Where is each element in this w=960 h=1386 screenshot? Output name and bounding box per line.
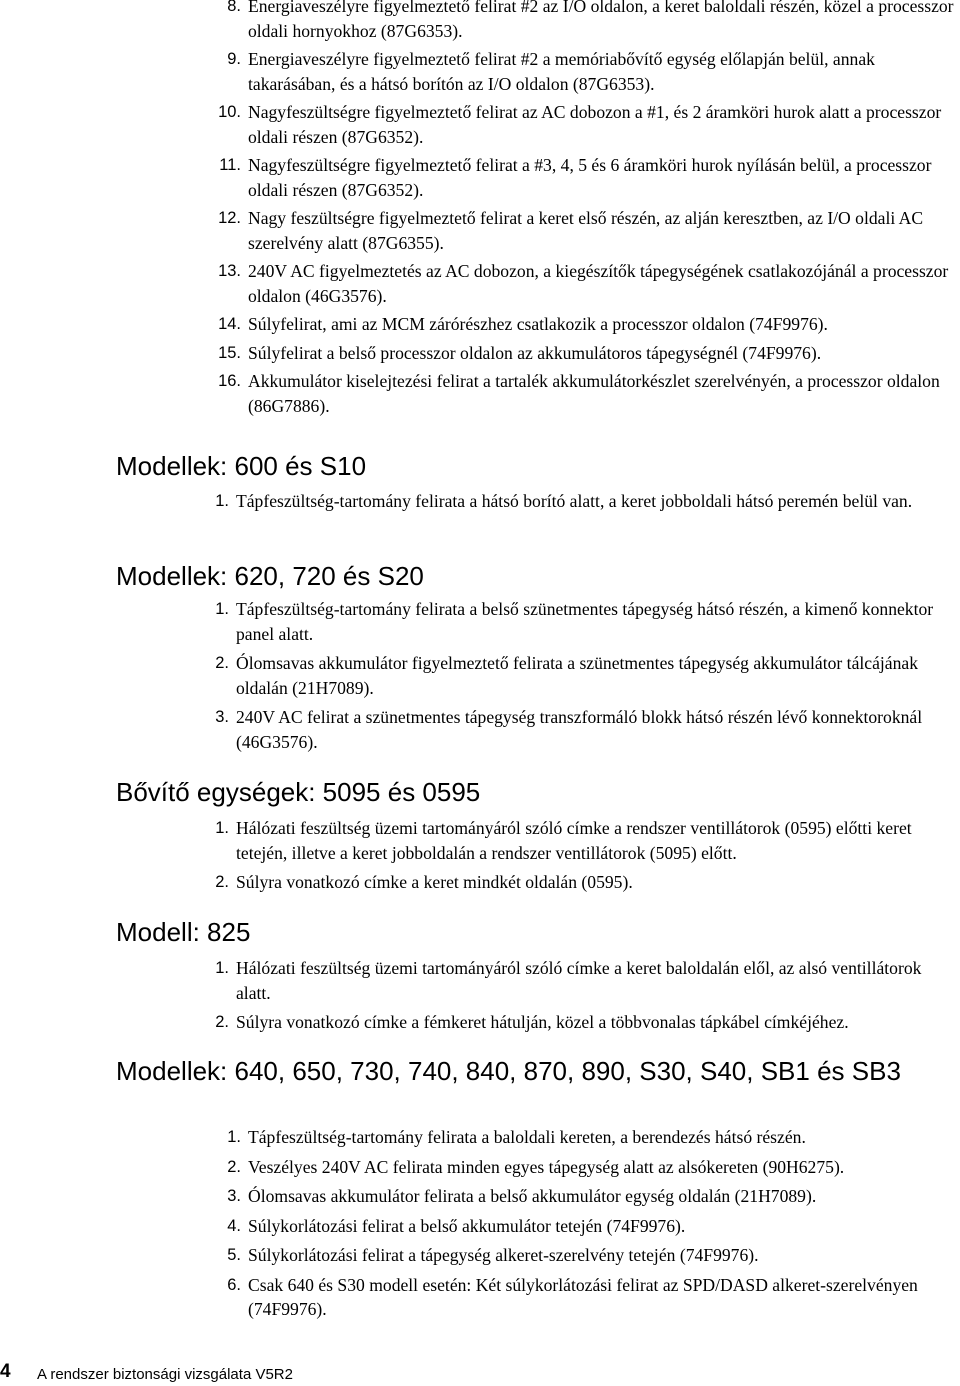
section-list-640-sb3 [227, 1125, 960, 1327]
item-text: Hálózati feszültség üzemi tartományáról szóló címke a keret baloldalán elől, az alsó ventillátorok alatt. [236, 958, 922, 1003]
item-number: 15. [218, 343, 241, 362]
item-number: 10. [218, 103, 241, 121]
item-text: Ólomsavas akkumulátor felirata a belső akkumulátor egység oldalán (21H7089). [248, 1186, 817, 1206]
list-item [215, 651, 960, 700]
item-number: 1. [215, 600, 229, 618]
list-item [218, 100, 960, 149]
item-number: 6. [227, 1275, 241, 1294]
item-number: 13. [218, 262, 241, 280]
section-heading-5095-0595: Bővítő egységek: 5095 és 0595 [116, 777, 481, 807]
item-number: 1. [215, 959, 229, 977]
list-item [215, 956, 960, 1005]
item-number: 2. [227, 1157, 241, 1176]
section-list-620-720-s20 [215, 597, 960, 759]
item-text: Hálózati feszültség üzemi tartományáról szóló címke a rendszer ventillátorok (0595) előtti keret tetején, illetve a keret jobboldalán a rendszer ventillátorok (5095) előtt. [236, 818, 912, 863]
list-item [215, 597, 960, 646]
item-number: 2. [215, 873, 229, 891]
footer-document-title: A rendszer biztonsági vizsgálata V5R2 [37, 1366, 293, 1383]
item-number: 4. [227, 1216, 241, 1235]
item-number: 14. [218, 315, 241, 333]
section-heading-600-s10: Modellek: 600 és S10 [116, 451, 367, 481]
item-text: Nagyfeszültségre figyelmeztető felirat a #3, 4, 5 és 6 áramköri hurok nyílásán belül, a processzor oldali részen (87G6352). [248, 155, 932, 200]
section-list-5095-0595 [215, 816, 960, 900]
list-item [227, 1243, 960, 1268]
item-text: Tápfeszültség-tartomány felirata a baloldali kereten, a berendezés hátsó részén. [248, 1127, 806, 1147]
list-item [227, 1184, 960, 1209]
item-text: Energiaveszélyre figyelmeztető felirat #2 a memóriabővítő egység előlapján belül, annak takarásában, és a hátsó borítón az I/O oldalon (87G6353). [248, 49, 875, 94]
item-text: Tápfeszültség-tartomány felirata a belső szünetmentes tápegység hátsó részén, a kimenő konnektor panel alatt. [236, 599, 934, 644]
item-text: Súlyfelirat, ami az MCM zárórészhez csatlakozik a processzor oldalon (74F9976). [248, 314, 828, 334]
list-item [227, 1155, 960, 1180]
list-item [227, 1214, 960, 1239]
item-number: 5. [227, 1246, 241, 1264]
item-number: 2. [215, 654, 229, 672]
section-heading-825: Modell: 825 [116, 917, 251, 947]
list-item [219, 153, 960, 202]
item-number: 9. [227, 50, 241, 68]
list-item [227, 0, 960, 43]
section-heading-620-720-s20: Modellek: 620, 720 és S20 [116, 561, 424, 591]
item-number: 1. [215, 819, 229, 837]
item-text: Súlyra vonatkozó címke a keret mindkét oldalán (0595). [236, 872, 633, 892]
item-text: Ólomsavas akkumulátor figyelmeztető felirata a szünetmentes tápegység akkumulátor tálcájának oldalán (21H7089). [236, 653, 918, 698]
list-item [215, 489, 960, 514]
item-text: Nagyfeszültségre figyelmeztető felirat az AC dobozon a #1, és 2 áramköri hurok alatt a processzor oldali részen (87G6352). [248, 102, 942, 147]
item-text: Nagy feszültségre figyelmeztető felirat a keret első részén, az alján keresztben, az I/O oldali AC szerelvény alatt (87G6355). [248, 208, 924, 253]
list-item [215, 1010, 960, 1035]
item-text: 240V AC figyelmeztetés az AC dobozon, a kiegészítők tápegységének csatlakozójánál a processzor oldalon (46G3576). [248, 261, 949, 306]
item-text: Súlykorlátozási felirat a tápegység alkeret-szerelvény tetején (74F9976). [248, 1245, 759, 1265]
item-text: Tápfeszültség-tartomány felirata a hátsó borító alatt, a keret jobboldali hátsó peremén belül van. [236, 491, 913, 511]
section-list-600-s10 [215, 489, 960, 519]
list-item [215, 705, 960, 754]
item-number: 3. [215, 708, 229, 726]
item-number: 2. [215, 1013, 229, 1031]
section-list-825 [215, 956, 960, 1040]
list-item [215, 870, 960, 895]
item-number: 8. [227, 0, 241, 15]
item-number: 3. [227, 1187, 241, 1205]
item-text: Súlyra vonatkozó címke a fémkeret hátulján, közel a többvonalas tápkábel címkéjéhez. [236, 1012, 849, 1032]
item-text: Energiaveszélyre figyelmeztető felirat #2 az I/O oldalon, a keret baloldali részén, közel a processzor oldali hornyokhoz (87G6353). [248, 0, 954, 41]
item-text: 240V AC felirat a szünetmentes tápegység transzformáló blokk hátsó részén lévő konnektoroknál (46G3576). [236, 707, 923, 752]
item-number: 12. [218, 209, 241, 227]
item-text: Súlyfelirat a belső processzor oldalon az akkumulátoros tápegységnél (74F9976). [248, 342, 822, 363]
list-item [227, 1125, 960, 1150]
list-item [218, 206, 960, 255]
item-text: Akkumulátor kiselejtezési felirat a tartalék akkumulátorkészlet szerelvényén, a processzor oldalon (86G7886). [248, 371, 940, 416]
item-number: 16. [218, 372, 241, 390]
page-footer [0, 1361, 960, 1386]
item-text: Súlykorlátozási felirat a belső akkumulátor tetején (74F9976). [248, 1215, 686, 1236]
list-item [218, 341, 960, 366]
list-item [215, 816, 960, 865]
page-number: 4 [0, 1361, 11, 1382]
list-item [218, 312, 960, 337]
item-number: 1. [215, 492, 229, 510]
item-number: 11. [219, 156, 241, 174]
item-number: 1. [227, 1128, 241, 1146]
list-item [227, 47, 960, 96]
list-item [218, 369, 960, 418]
section-heading-640-sb3: Modellek: 640, 650, 730, 740, 840, 870, 890, S30, S40, SB1 és SB3 [116, 1056, 901, 1086]
item-text: Csak 640 és S30 modell esetén: Két súlykorlátozási felirat az SPD/DASD alkeret-szerelvényen (74F9976). [248, 1274, 918, 1319]
item-text: Veszélyes 240V AC felirata minden egyes tápegység alatt az alsókereten (90H6275). [248, 1156, 845, 1177]
label-list-continued [218, 0, 960, 422]
list-item [227, 1273, 960, 1322]
list-item [218, 259, 960, 308]
